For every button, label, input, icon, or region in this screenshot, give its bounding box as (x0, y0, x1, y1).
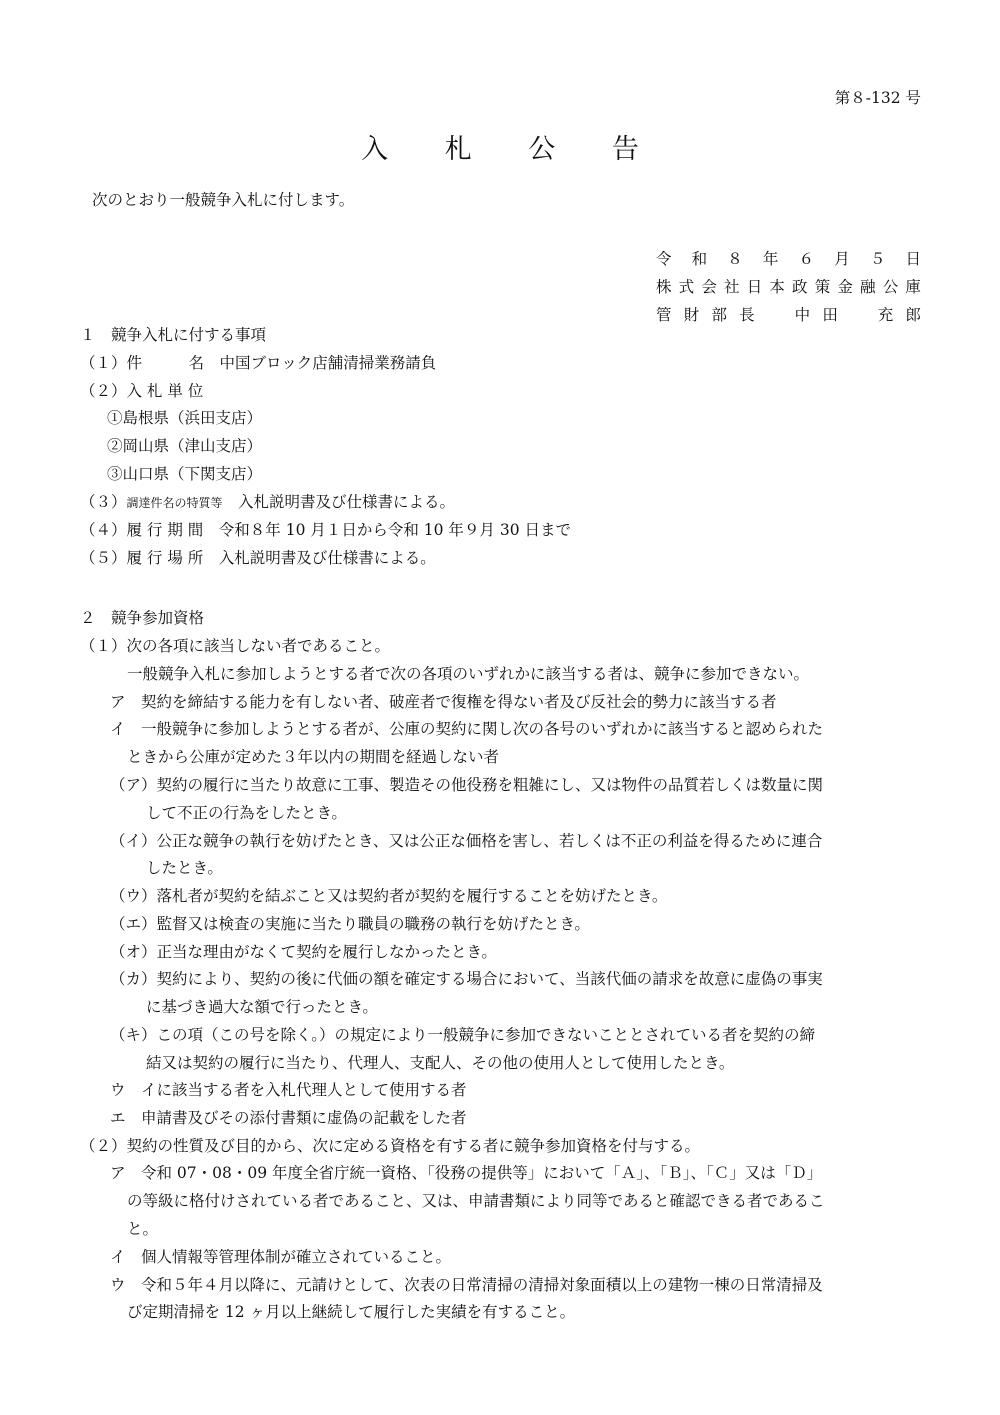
qual-1-i-line1: イ 一般競争に参加しようとする者が、公庫の契約に関し次の各号のいずれかに該当すると認められた (110, 720, 824, 738)
issue-date-char: 令 (656, 250, 672, 268)
issuer-organization (656, 273, 921, 301)
issuer-org-char: 公 (882, 278, 899, 296)
qual-2-u-line1: ウ 令和５年４月以降に、元請けとして、次表の日常清掃の清掃対象面積以上の建物一棟の日常清掃及 (110, 1276, 823, 1294)
issuer-person-char: 郎 (905, 306, 921, 324)
qual-1-heading: （１）次の各項に該当しない者であること。 (80, 637, 391, 655)
issue-date-char: 月 (834, 250, 850, 268)
issuer-person-char: 充 (877, 306, 894, 324)
qual-1-i-line2: ときから公庫が定めた３年以内の期間を経過しない者 (127, 748, 500, 766)
issue-date-char: 日 (905, 250, 921, 268)
item-place: （５）履 行 場 所 入札説明書及び仕様書による。 (80, 549, 436, 567)
issuer-org-char: 政 (792, 278, 808, 296)
issuer-person-char: 中 (794, 306, 811, 324)
issuer-person-char: 管 (656, 306, 672, 324)
issue-date-char: 年 (762, 250, 779, 268)
issuer-org-char: 日 (746, 278, 763, 296)
issuer-person-char (850, 301, 866, 329)
item3-value: 入札説明書及び仕様書による。 (222, 493, 456, 511)
issuer-org-char: 庫 (905, 278, 921, 296)
section1-heading: １ 競争入札に付する事項 (80, 326, 267, 344)
section2-heading: ２ 競争参加資格 (80, 609, 205, 627)
qual-2-i: イ 個人情報等管理体制が確立されていること。 (110, 1248, 452, 1266)
intro-text: 次のとおり一般競争入札に付します。 (92, 191, 355, 209)
sub-ki-line1: （キ）この項（この号を除く。）の規定により一般競争に参加できないこととされている者を契約の締 (110, 1026, 815, 1044)
issuer-org-char: 株 (656, 278, 672, 296)
item-bid-unit: （２）入 札 単 位 (80, 382, 204, 400)
sub-u: （ウ）落札者が契約を結ぶこと又は契約者が契約を履行することを妨げたとき。 (110, 887, 668, 905)
qual-1-e: エ 申請書及びその添付書類に虚偽の記載をした者 (110, 1109, 467, 1127)
issuer-person-char (767, 301, 783, 329)
issue-date-char: 和 (691, 250, 708, 268)
qual-2-a-line1: ア 令和 07・08・09 年度全省庁統一資格、「役務の提供等」において「Ａ」、「Ｂ」、「Ｃ」又は「Ｄ」 (110, 1164, 823, 1182)
item-characteristics (80, 492, 455, 513)
sub-ka-line2: に基づき過大な額で行ったとき。 (146, 998, 378, 1016)
qual-1-body: 一般競争入札に参加しようとする者で次の各項のいずれかに該当する者は、競争に参加できない。 (127, 665, 810, 683)
document-number: 第８-132 号 (834, 89, 921, 107)
issue-date-char: ５ (869, 250, 886, 268)
sub-a-line1: （ア）契約の履行に当たり故意に工事、製造その他役務を粗雑にし、又は物件の品質若しくは数量に関 (110, 776, 824, 794)
issuer-org-char: 策 (814, 278, 831, 296)
issuer-block (656, 245, 921, 329)
issuer-person-char: 財 (683, 306, 700, 324)
qual-2-a-line3: と。 (127, 1220, 159, 1238)
sub-ki-line2: 結又は契約の履行に当たり、代理人、支配人、その他の使用人として使用したとき。 (146, 1054, 735, 1072)
issuer-person (656, 301, 921, 329)
issuer-person-char: 部 (711, 306, 727, 324)
bid-unit-1: ①島根県（浜田支店） (107, 409, 263, 427)
issuer-person-char: 長 (739, 306, 755, 324)
issue-date-char: ６ (798, 250, 815, 268)
item3-label: 調達件名の特質等 (126, 496, 223, 510)
sub-o: （オ）正当な理由がなくて契約を履行しなかったとき。 (110, 943, 497, 961)
issuer-org-char: 本 (769, 278, 785, 296)
qual-1-a: ア 契約を締結する能力を有しない者、破産者で復権を得ない者及び反社会的勢力に該当する者 (110, 693, 777, 711)
bid-unit-2: ②岡山県（津山支店） (107, 437, 263, 455)
sub-a-line2: して不正の行為をしたとき。 (146, 804, 347, 822)
qual-2-a-line2: の等級に格付けされている者であること、又は、申請書類により同等であると確認できる者であるこ (127, 1192, 825, 1210)
issuer-person-char: 田 (822, 306, 838, 324)
issue-date-char: ８ (727, 250, 743, 268)
page-title: 入 札 公 告 (361, 134, 663, 165)
bid-unit-3: ③山口県（下関支店） (107, 465, 263, 483)
qual-1-u: ウ イに該当する者を入札代理人として使用する者 (110, 1081, 467, 1099)
issue-date (656, 245, 921, 273)
item3-prefix: （３） (80, 493, 127, 511)
sub-i-line2: したとき。 (146, 859, 223, 877)
issuer-org-char: 社 (724, 278, 740, 296)
qual-2-heading: （２）契約の性質及び目的から、次に定める資格を有する者に競争参加資格を付与する。 (80, 1137, 701, 1155)
issuer-org-char: 融 (860, 278, 876, 296)
sub-i-line1: （イ）公正な競争の執行を妨げたとき、又は公正な価格を害し、若しくは不正の利益を得るために連合 (110, 832, 823, 850)
issuer-org-char: 式 (678, 278, 695, 296)
item-period: （４）履 行 期 間 令和８年 10 月１日から令和 10 年９月 30 日まで (80, 521, 572, 539)
sub-e: （エ）監督又は検査の実施に当たり職員の職務の執行を妨げたとき。 (110, 915, 590, 933)
sub-ka-line1: （カ）契約により、契約の後に代価の額を確定する場合において、当該代価の請求を故意に虚偽の事実 (110, 970, 823, 988)
item-subject: （１）件 名 中国ブロック店舗清掃業務請負 (80, 354, 437, 372)
issuer-org-char: 金 (837, 278, 853, 296)
qual-2-u-line2: び定期清掃を 12 ヶ月以上継続して履行した実績を有すること。 (127, 1303, 576, 1321)
issuer-org-char: 会 (701, 278, 717, 296)
